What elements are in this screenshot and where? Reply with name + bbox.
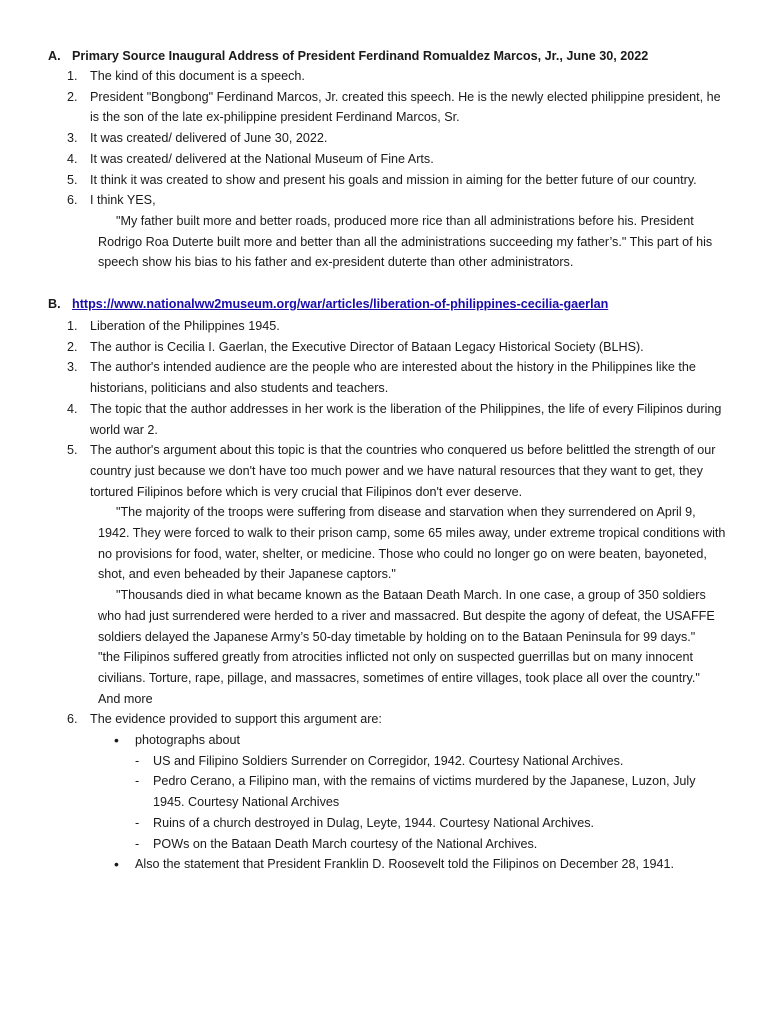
item-text: It think it was created to show and present his goals and mission in aiming for the better future of our country. [90, 172, 697, 187]
item-number: 4. [67, 401, 78, 416]
quote-text: "The majority of the troops were suffering from disease and starvation when they surrendered on April 9, 1942. They were forced to walk to their prison camp, some 65 miles away, under extreme tropical conditions with no provisions for food, water, shelter, or medicine. Those who could no longer go on were beaten, bayoneted, shot, and even beheaded by their Japanese captors." [98, 505, 726, 582]
list-item [0, 316, 768, 337]
bullet-icon: • [114, 856, 119, 873]
bullet-item [0, 854, 768, 875]
dash-icon: - [135, 836, 140, 851]
dash-item [0, 751, 768, 772]
list-item [0, 440, 768, 502]
dash-item [0, 834, 768, 855]
source-link[interactable]: https://www.nationalww2museum.org/war/articles/liberation-of-philippines-cecilia-gaerlan [72, 297, 609, 311]
quote-block [0, 211, 768, 273]
dash-text: Pedro Cerano, a Filipino man, with the remains of victims murdered by the Japanese, Luzon, July 1945. Courtesy National Archives [153, 774, 696, 810]
section-a-list [0, 66, 768, 273]
section-b-heading [48, 294, 608, 315]
dash-icon: - [135, 774, 140, 789]
item-text: President "Bongbong" Ferdinand Marcos, Jr. created this speech. He is the newly elected philippine president, he is the son of the late ex-philippine president Ferdinand Marcos, Sr. [90, 89, 721, 125]
item-text: The author's intended audience are the people who are interested about the history in the Philippines like the historians, politicians and also students and teachers. [90, 360, 696, 396]
item-number: 6. [67, 712, 78, 727]
item-number: 1. [67, 319, 78, 333]
quote-text: "My father built more and better roads, produced more rice than all administrations before his. President Rodrigo Roa Duterte built more and better than all the administrations succeeding my father’s." This part of his speech show his bias to his father and ex-president duterte than other administrators. [98, 213, 713, 270]
item-number: 1. [67, 69, 78, 83]
bullet-item [0, 730, 768, 751]
item-text: I think YES, [90, 193, 156, 208]
item-text: The evidence provided to support this argument are: [90, 712, 382, 727]
item-text: The author's argument about this topic is that the countries who conquered us before belittled the strength of our country just because we don't have too much power and we have natural resources that they want to get, they tortured Filipinos before which is very crucial that Filipinos don't ever deserve. [90, 443, 716, 499]
dash-text: US and Filipino Soldiers Surrender on Corregidor, 1942. Courtesy National Archives. [153, 753, 624, 768]
dash-icon: - [135, 815, 140, 830]
section-b-letter: B. [48, 297, 61, 311]
bullet-icon: • [114, 732, 119, 749]
item-text: The kind of this document is a speech. [90, 69, 305, 83]
dash-item [0, 771, 768, 812]
list-item [0, 66, 768, 87]
list-item [0, 128, 768, 149]
section-a-heading [48, 46, 648, 67]
bullet-text: photographs about [135, 733, 241, 748]
item-number: 5. [67, 172, 78, 187]
item-number: 3. [67, 360, 78, 375]
dash-icon: - [135, 753, 140, 768]
list-item [0, 149, 768, 170]
item-number: 3. [67, 131, 78, 146]
item-number: 6. [67, 193, 78, 208]
list-item [0, 170, 768, 191]
quote-block [0, 502, 768, 585]
dash-text: POWs on the Bataan Death March courtesy of the National Archives. [153, 836, 538, 851]
section-b-list [0, 316, 768, 875]
quote-block [0, 585, 768, 647]
item-text: It was created/ delivered of June 30, 2022. [90, 131, 328, 146]
list-item [0, 357, 768, 398]
quote-block [0, 647, 768, 688]
item-number: 5. [67, 443, 78, 458]
list-item [0, 399, 768, 440]
list-item [0, 190, 768, 211]
item-text: The topic that the author addresses in her work is the liberation of the Philippines, the life of every Filipinos during world war 2. [90, 401, 722, 437]
list-item [0, 87, 768, 128]
item-number: 4. [67, 151, 78, 166]
item-number: 2. [67, 89, 78, 104]
list-item [0, 709, 768, 730]
quote-text: "the Filipinos suffered greatly from atrocities inflicted not only on suspected guerrillas but on many innocent civilians. Torture, rape, pillage, and massacres, sometimes of entire villages, took place all over the country." [98, 650, 700, 685]
section-a-letter: A. [48, 49, 61, 63]
and-more-text: And more [98, 691, 153, 706]
list-item [0, 337, 768, 358]
dash-text: Ruins of a church destroyed in Dulag, Leyte, 1944. Courtesy National Archives. [153, 815, 595, 830]
bullet-text: Also the statement that President Franklin D. Roosevelt told the Filipinos on December 28, 1941. [135, 857, 675, 872]
section-a-title: Primary Source Inaugural Address of President Ferdinand Romualdez Marcos, Jr., June 30, 2022 [72, 49, 649, 63]
dash-item [0, 813, 768, 834]
item-number: 2. [67, 339, 78, 354]
item-text: The author is Cecilia I. Gaerlan, the Executive Director of Bataan Legacy Historical Society (BLHS). [90, 339, 644, 354]
item-text: It was created/ delivered at the National Museum of Fine Arts. [90, 151, 434, 166]
item-text: Liberation of the Philippines 1945. [90, 319, 280, 333]
quote-text: "Thousands died in what became known as the Bataan Death March. In one case, a group of 350 soldiers who had just surrendered were herded to a river and massacred. But despite the agony of defeat, the USAFFE soldiers delayed the Japanese Army’s 50-day timetable by holding on to the Bataan Peninsula for 99 days." [98, 588, 715, 644]
